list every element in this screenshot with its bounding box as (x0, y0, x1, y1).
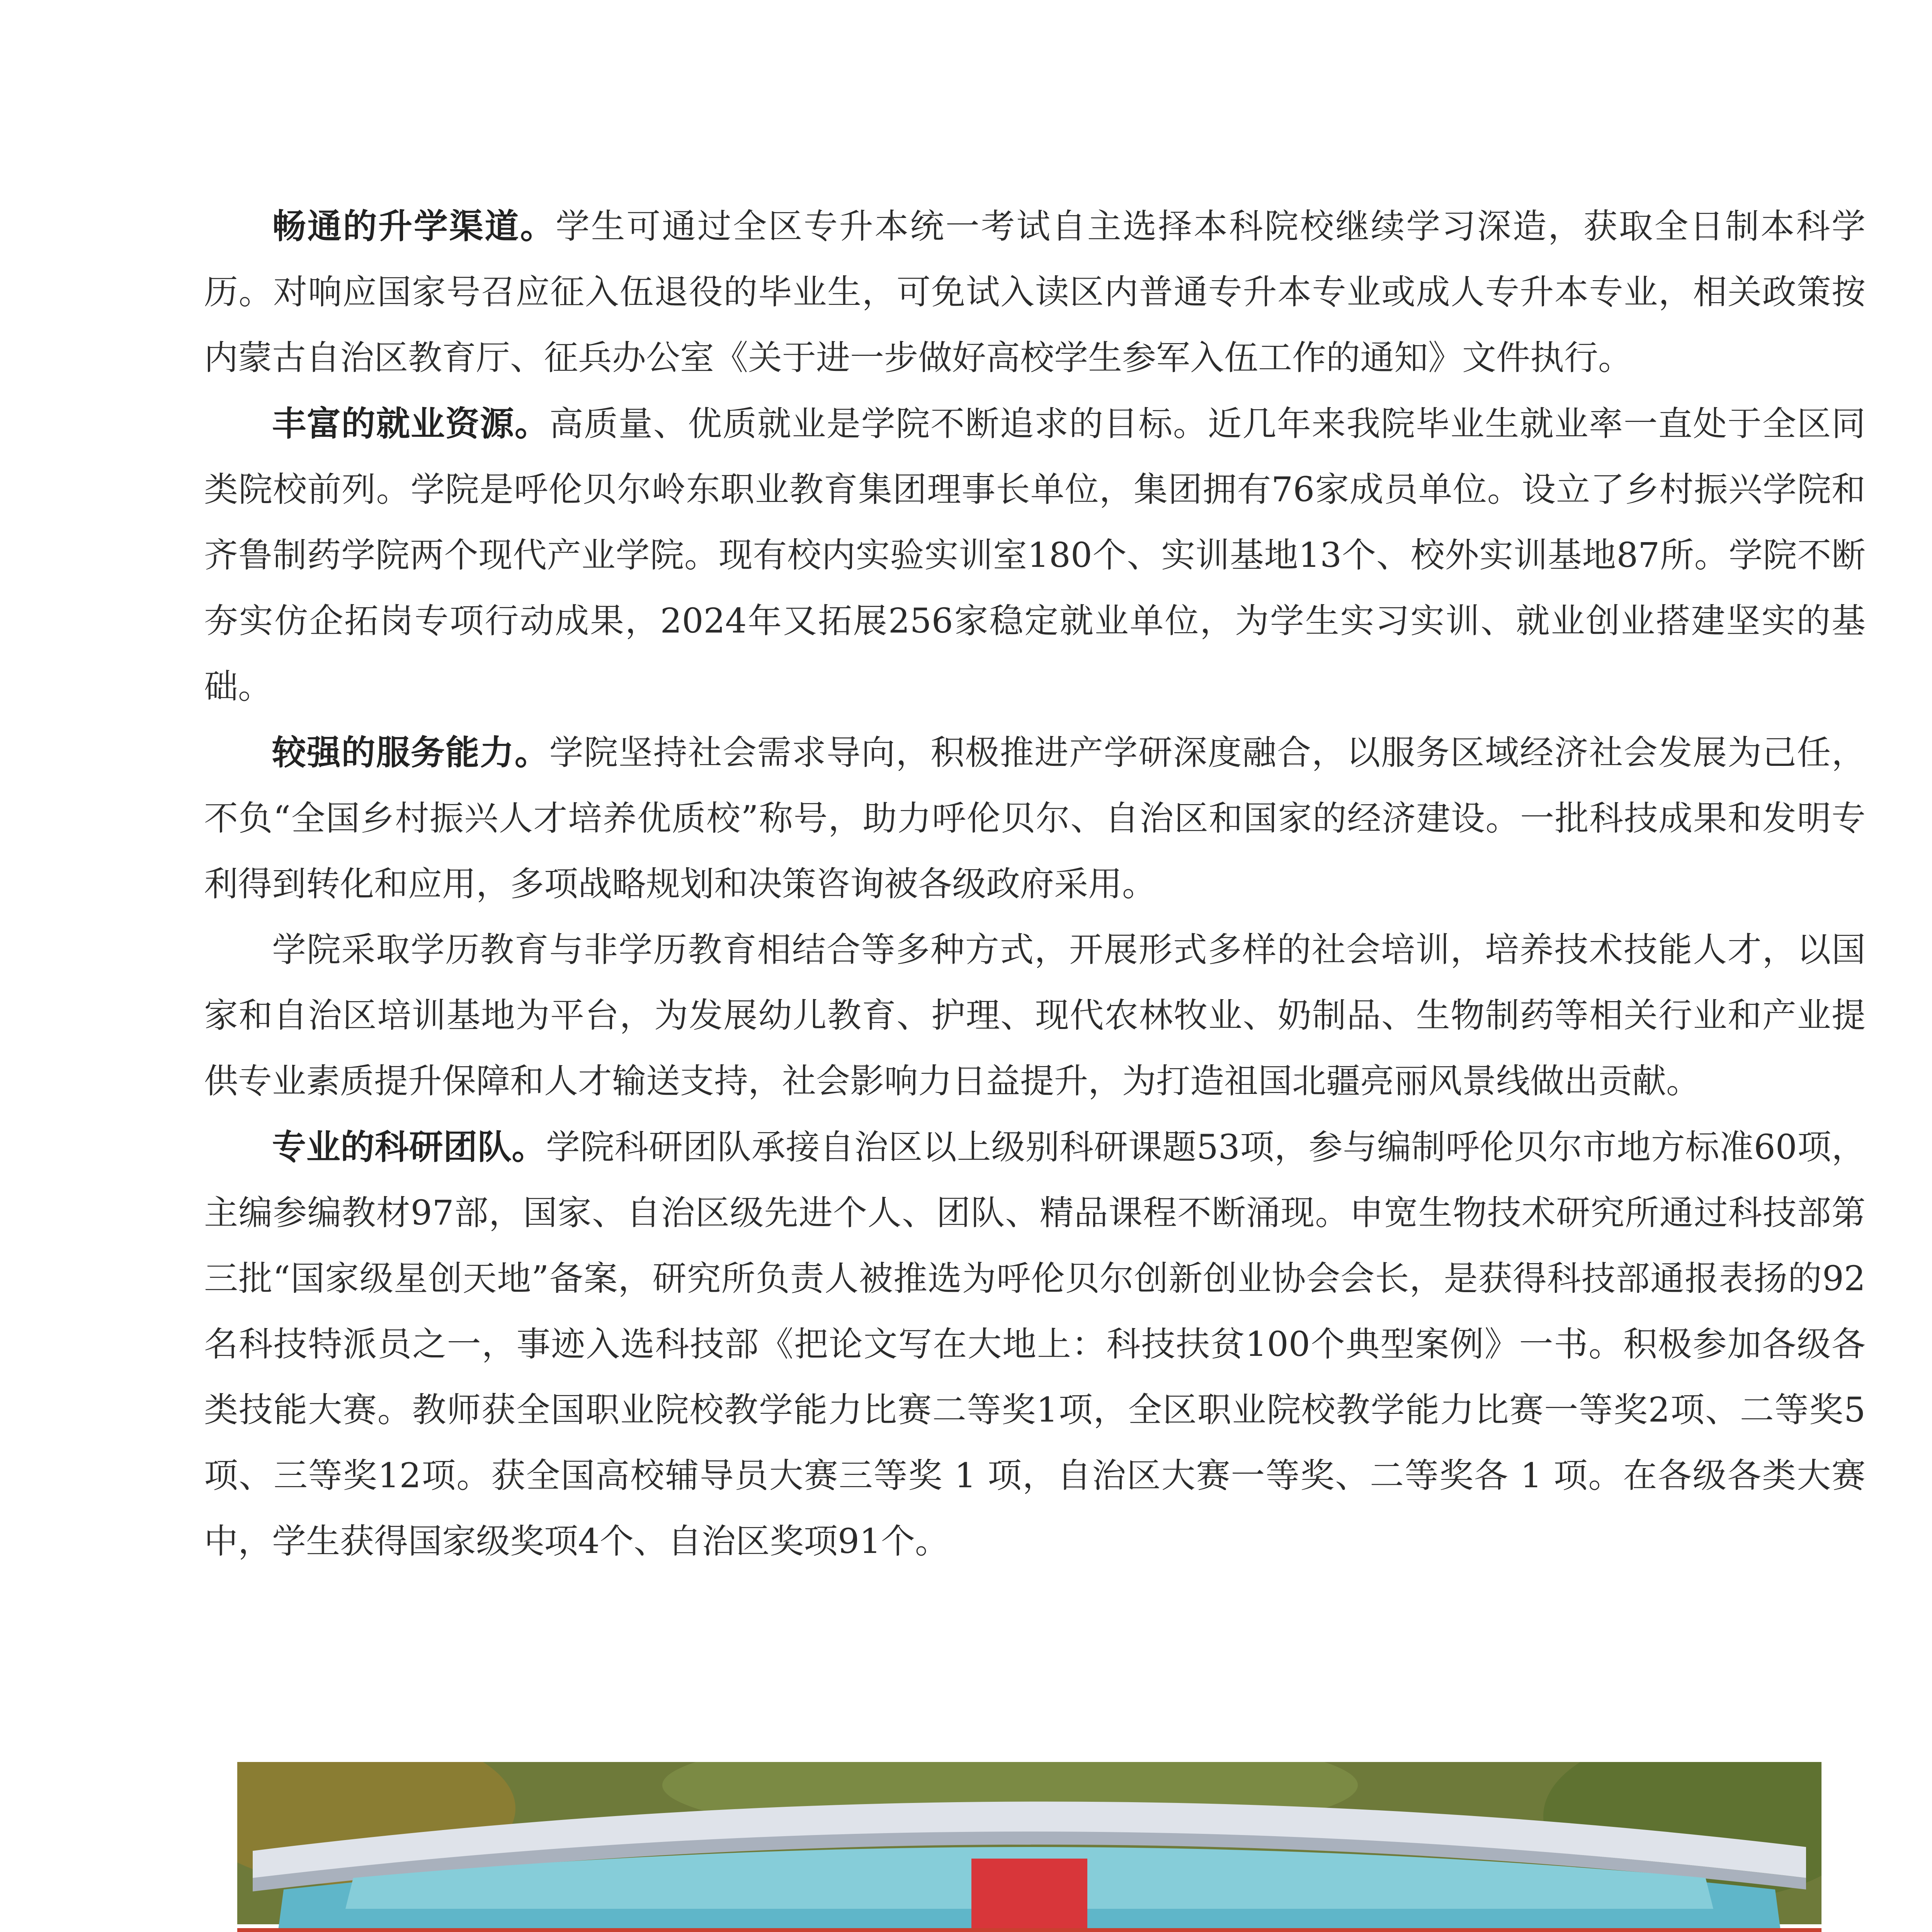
paragraph-training (204, 917, 1866, 1114)
paragraph-service (204, 719, 1866, 917)
paragraph-heading: 较强的服务能力。 (272, 732, 549, 772)
paragraph-text: 学院坚持社会需求导向，积极推进产学研深度融合，以服务区域经济社会发展为己任，不负“全国乡村振兴人才培养优质校”称号，助力呼伦贝尔、自治区和国家的经济建设。一批科技成果和发明专利得到转化和应用，多项战略规划和决策咨询被各级政府采用。 (204, 733, 1866, 904)
paragraph-heading: 畅通的升学渠道。 (272, 206, 556, 246)
paragraph-text: 学生可通过全区专升本统一考试自主选择本科院校继续学习深造，获取全日制本科学历。对响应国家号召应征入伍退役的毕业生，可免试入读区内普通专升本专业或成人专升本专业，相关政策按内蒙古自治区教育厅、征兵办公室《关于进一步做好高校学生参军入伍工作的通知》文件执行。 (204, 206, 1866, 378)
body-text (204, 193, 1866, 1574)
paragraph-admission (204, 193, 1866, 391)
paragraph-text: 高质量、优质就业是学院不断追求的目标。近几年来我院毕业生就业率一直处于全区同类院校前列。学院是呼伦贝尔岭东职业教育集团理事长单位，集团拥有76家成员单位。设立了乡村振兴学院和齐鲁制药学院两个现代产业学院。现有校内实验实训室180个、实训基地13个、校外实训基地87所。学院不断夯实仿企拓岗专项行动成果，2024年又拓展256家稳定就业单位，为学生实习实训、就业创业搭建坚实的基础。 (204, 404, 1866, 706)
paragraph-research (204, 1114, 1866, 1574)
paragraph-text: 学院科研团队承接自治区以上级别科研课题53项，参与编制呼伦贝尔市地方标准60项，主编参编教材97部，国家、自治区级先进个人、团队、精品课程不断涌现。申宽生物技术研究所通过科技部第三批“国家级星创天地”备案，研究所负责人被推选为呼伦贝尔创新创业协会会长，是获得科技部通报表扬的92名科技特派员之一，事迹入选科技部《把论文写在大地上：科技扶贫100个典型案例》一书。积极参加各级各类技能大赛。教师获全国职业院校教学能力比赛二等奖1项，全区职业院校教学能力比赛一等奖2项、二等奖5项、三等奖12项。获全国高校辅导员大赛三等奖 1 项，自治区大赛一等奖、二等奖各 1 项。在各级各类大赛中，学生获得国家级奖项4个、自治区奖项91个。 (204, 1127, 1866, 1561)
stadium-illustration (237, 1762, 1821, 1932)
paragraph-text: 学院采取学历教育与非学历教育相结合等多种方式，开展形式多样的社会培训，培养技术技能人才，以国家和自治区培训基地为平台，为发展幼儿教育、护理、现代农林牧业、奶制品、生物制药等相关行业和产业提供专业素质提升保障和人才输送支持，社会影响力日益提升，为打造祖国北疆亮丽风景线做出贡献。 (204, 930, 1866, 1101)
paragraph-employment (204, 391, 1866, 719)
paragraph-heading: 专业的科研团队。 (272, 1127, 546, 1167)
stadium-photo (237, 1762, 1821, 1932)
paragraph-heading: 丰富的就业资源。 (272, 403, 549, 444)
